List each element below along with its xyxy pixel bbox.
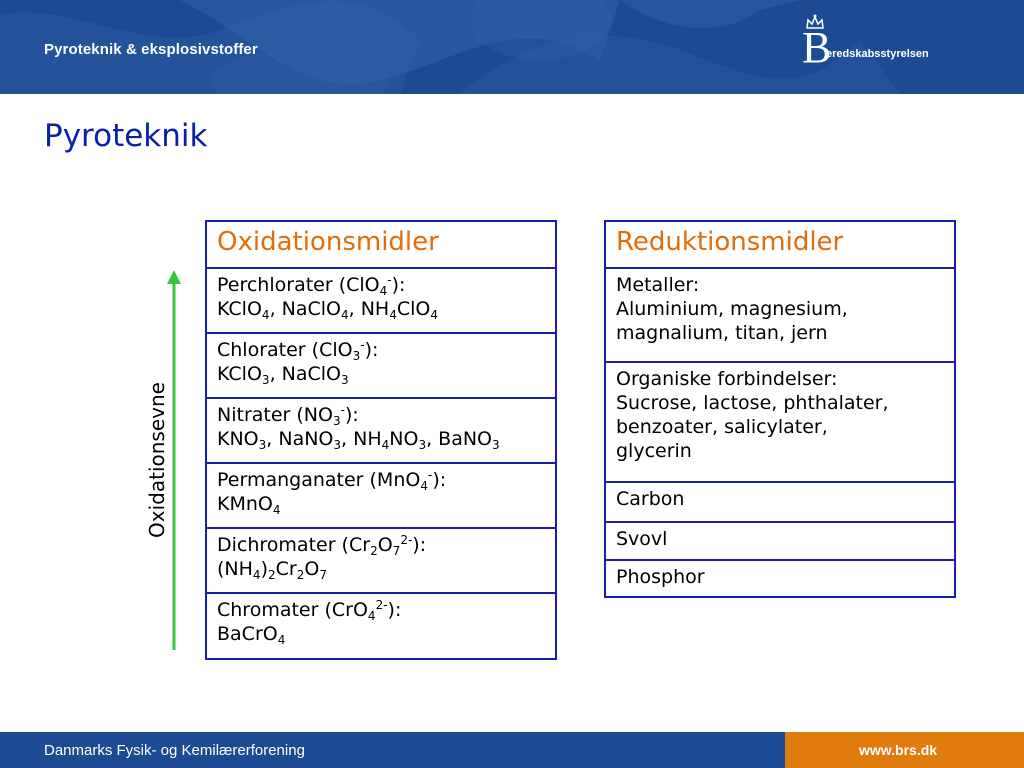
formula-line: $KNO_3$, NaNO$_3$, $NH_4NO_3$, BaNO$_3$ (217, 428, 500, 452)
text-line: Metaller: (616, 274, 700, 296)
page-title: Pyroteknik (44, 118, 208, 154)
formula-line: BaCrO$_4$ (217, 623, 286, 647)
formula-line: Chromater (CrO$_4^{2-}$): (217, 598, 402, 623)
text-line: Phosphor (616, 566, 705, 588)
oxidizer-row (207, 529, 555, 594)
reducer-row (606, 483, 954, 523)
text-line: benzoater, salicylater, (616, 416, 828, 438)
oxidizer-row (207, 334, 555, 399)
formula-line: KMnO$_4$ (217, 493, 281, 517)
footer-bar (0, 732, 785, 768)
oxidizer-heading: Oxidationsmidler (207, 222, 555, 269)
oxidizer-row (207, 594, 555, 659)
text-line: Sucrose, lactose, phthalater, (616, 392, 889, 414)
text-line: glycerin (616, 440, 692, 462)
formula-line: $(NH_4)_2Cr_2O_7$ (217, 558, 327, 582)
text-line: Svovl (616, 528, 668, 550)
formula-line: KClO$_3$, NaClO$_3$ (217, 363, 349, 387)
reducer-row (606, 523, 954, 561)
reducer-heading: Reduktionsmidler (606, 222, 954, 269)
reducer-table (604, 220, 956, 598)
footer-organization: Danmarks Fysik- og Kemilærerforening (44, 742, 305, 759)
axis-label: Oxidationsevne (145, 382, 169, 538)
formula-line: Chlorater (ClO$_3$-): (217, 338, 379, 363)
oxidizer-table (205, 220, 557, 660)
formula-line: Nitrater $(NO_3^-)$: (217, 403, 359, 428)
header-title: Pyroteknik & eksplosivstoffer (44, 41, 258, 58)
formula-line: Permanganater (MnO$_4$-): (217, 468, 447, 493)
text-line: magnalium, titan, jern (616, 322, 828, 344)
header-banner (0, 0, 1024, 94)
text-line: Organiske forbindelser: (616, 368, 838, 390)
footer-url-box (785, 732, 1024, 768)
logo-text: eredskabsstyrelsen (826, 48, 929, 60)
reducer-row (606, 363, 954, 483)
reducer-row (606, 269, 954, 363)
reducer-row (606, 561, 954, 598)
text-line: Aluminium, magnesium, (616, 298, 848, 320)
oxidizer-row (207, 269, 555, 334)
logo (798, 14, 958, 70)
formula-line: KClO$_4$, NaClO$_4$, $NH_4ClO_4$ (217, 298, 439, 322)
formula-line: Perchlorater (ClO$_4$-): (217, 273, 406, 298)
logo-initial: B (802, 23, 832, 72)
text-line: Carbon (616, 488, 685, 510)
footer-url-link[interactable]: www.brs.dk (859, 742, 938, 758)
formula-line: Dichromater $(Cr_2O_7^{2-})$: (217, 533, 427, 558)
oxidizer-row (207, 399, 555, 464)
oxidizer-row (207, 464, 555, 529)
